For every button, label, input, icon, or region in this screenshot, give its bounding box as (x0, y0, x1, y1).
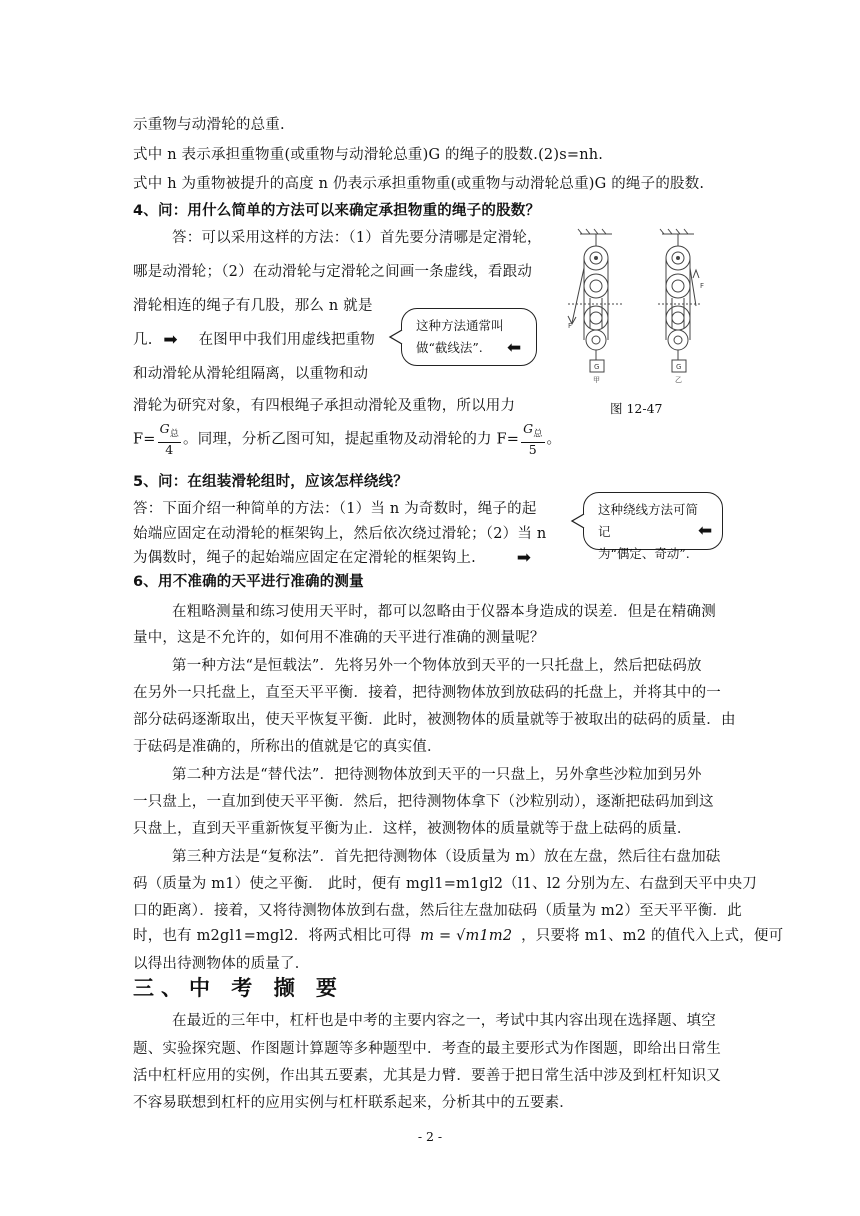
page-number: - 2 - (417, 1129, 443, 1144)
fraction-subscript: 总 (533, 429, 543, 440)
paragraph-line: 只盘上，直到天平重新恢复平衡为止．这样，被测物体的质量就等于盘上砝码的质量． (133, 821, 692, 837)
callout-pointer (388, 328, 404, 346)
q4-answer-text: 几. (133, 332, 153, 348)
figure-label-yi: 乙 (675, 376, 682, 384)
arrow-right-icon: ➡ (516, 548, 532, 568)
q5-answer-text: 为偶数时，绳子的起始端应固定在定滑轮的框架钩上. (133, 550, 476, 566)
paragraph-line (133, 924, 783, 945)
paragraph-line: 口的距离）．接着，又将待测物体放到右盘，然后往左盘加砝码（质量为 m2）至天平平衡．此 (133, 903, 742, 919)
formula-middle-text: 。同理，分析乙图可知，提起重物及动滑轮的力 F= (183, 431, 520, 448)
paragraph-line: 题、实验探究题、作图题计算题等多种题型中．考查的最主要形式为作图题，即给出日常生 (133, 1041, 721, 1057)
q5-answer-line: 答：下面介绍一种简单的方法：（1）当 n 为奇数时，绳子的起 (133, 501, 537, 517)
q4-answer-line: 哪是动滑轮；（2）在动滑轮与定滑轮之间画一条虚线，看跟动 (133, 264, 533, 280)
paragraph-line: 不容易联想到杠杆的应用实例与杠杆联系起来，分析其中的五要素． (133, 1095, 574, 1111)
paragraph-line: 码（质量为 m1）使之平衡． 此时，便有 mgl1=m1gl2（l1、l2 分别为左、右盘到天平中央刀 (133, 876, 757, 892)
force-label: F (700, 282, 705, 290)
paragraph-line: 以得出待测物体的质量了． (133, 956, 310, 972)
q4-answer-line (133, 328, 375, 349)
weight-label: G (594, 363, 600, 371)
arrow-left-icon: ⬅ (507, 338, 522, 358)
callout-text: 这种方法通常叫 (416, 318, 504, 333)
callout-pointer (570, 512, 586, 530)
fraction-denominator: 5 (528, 441, 537, 457)
fraction-subscript: 总 (169, 429, 180, 440)
paragraph-line: 第一种方法“是恒载法”．先将另外一个物体放到天平的一只托盘上，然后把砝码放 (172, 658, 702, 674)
paragraph-line: 量中，这是不允许的，如何用不准确的天平进行准确的测量呢？ (133, 630, 545, 646)
arrow-left-icon: ⬅ (698, 521, 713, 541)
q4-answer-line: 滑轮为研究对象，有四根绳子承担动滑轮及重物，所以用力 (133, 398, 516, 414)
force-label: F (568, 322, 573, 330)
paragraph-line: 第二种方法是“替代法”．把待测物体放到天平的一只盘上，另外拿些沙粒加到另外 (172, 767, 702, 783)
sqrt-formula: m = √m1m2 (420, 928, 513, 944)
paragraph-line: 第三种方法是“复称法”．首先把待测物体（设质量为 m）放在左盘，然后往右盘加砝 (172, 849, 721, 865)
q4-answer-line: 答：可以采用这样的方法：（1）首先要分清哪是定滑轮， (172, 230, 542, 246)
paragraph-line: 在粗略测量和练习使用天平时，都可以忽略由于仪器本身造成的误差．但是在精确测 (172, 604, 716, 620)
formula-end: 。 (546, 431, 562, 448)
callout-text: 这种绕线方法可简记 (598, 502, 699, 539)
formula-prefix: F= (133, 431, 156, 448)
paragraph-line: 活中杠杆应用的实例，作出其五要素，尤其是力臂．要善于把日常生活中涉及到杠杆知识又 (133, 1068, 721, 1084)
figure-caption: 图 12-47 (610, 401, 663, 416)
arrow-right-icon: ➡ (163, 330, 178, 350)
q5-answer-line: 始端应固定在动滑轮的框架钩上，然后依次绕过滑轮；（2）当 n (133, 526, 547, 542)
figure-label-jia: 甲 (593, 376, 600, 384)
paragraph-text: ，只要将 m1、m2 的值代入上式，便可 (521, 928, 784, 944)
text-line: 式中 n 表示承担重物重(或重物与动滑轮总重)G 的绳子的股数.(2)s=nh. (133, 147, 604, 163)
fraction-g-over-5 (521, 422, 544, 457)
paragraph-line: 在另外一只托盘上，直至天平平衡．接着，把待测物体放到放砝码的托盘上，并将其中的一 (133, 685, 721, 701)
fraction-numerator: G (523, 421, 534, 436)
paragraph-line: 在最近的三年中，杠杆也是中考的主要内容之一，考试中其内容出现在选择题、填空 (172, 1013, 716, 1029)
callout-text: 做“截线法”. (416, 340, 483, 355)
q4-formula-line (133, 422, 561, 457)
q5-heading: 5、问：在组装滑轮组时，应该怎样绕线？ (133, 474, 408, 490)
weight-label: G (676, 363, 682, 371)
fraction-numerator: G (159, 421, 170, 436)
q5-answer-line (133, 546, 531, 567)
text-line: 示重物与动滑轮的总重. (133, 117, 285, 133)
paragraph-line: 一只盘上，一直加到使天平平衡．然后，把待测物体拿下（沙粒别动），逐渐把砝码加到这 (133, 794, 714, 810)
paragraph-line: 于砝码是准确的，所称出的值就是它的真实值． (133, 739, 442, 755)
fraction-denominator: 4 (165, 441, 174, 457)
callout-text: 为“偶定、奇动”. (598, 546, 690, 561)
section-heading: 三、中 考 撷 要 (133, 976, 344, 1000)
q4-heading: 4、问：用什么简单的方法可以来确定承担物重的绳子的股数？ (133, 203, 541, 219)
s6-heading: 6、用不准确的天平进行准确的测量 (133, 574, 364, 590)
paragraph-text: 时，也有 m2gl1=mgl2．将两式相比可得 (133, 928, 412, 944)
text-line: 式中 h 为重物被提升的高度 n 仍表示承担重物重(或重物与动滑轮总重)G 的绳子的股数. (133, 176, 705, 192)
q4-answer-line: 滑轮相连的绳子有几股，那么 n 就是 (133, 298, 373, 314)
pulley-figure (560, 228, 720, 393)
fraction-g-over-4 (158, 422, 181, 457)
q4-answer-text: 在图甲中我们用虚线把重物 (198, 332, 375, 348)
paragraph-line: 部分砝码逐渐取出，使天平恢复平衡．此时，被测物体的质量就等于被取出的砝码的质量．由 (133, 712, 736, 728)
q4-answer-line: 和动滑轮从滑轮组隔离，以重物和动 (133, 366, 369, 382)
